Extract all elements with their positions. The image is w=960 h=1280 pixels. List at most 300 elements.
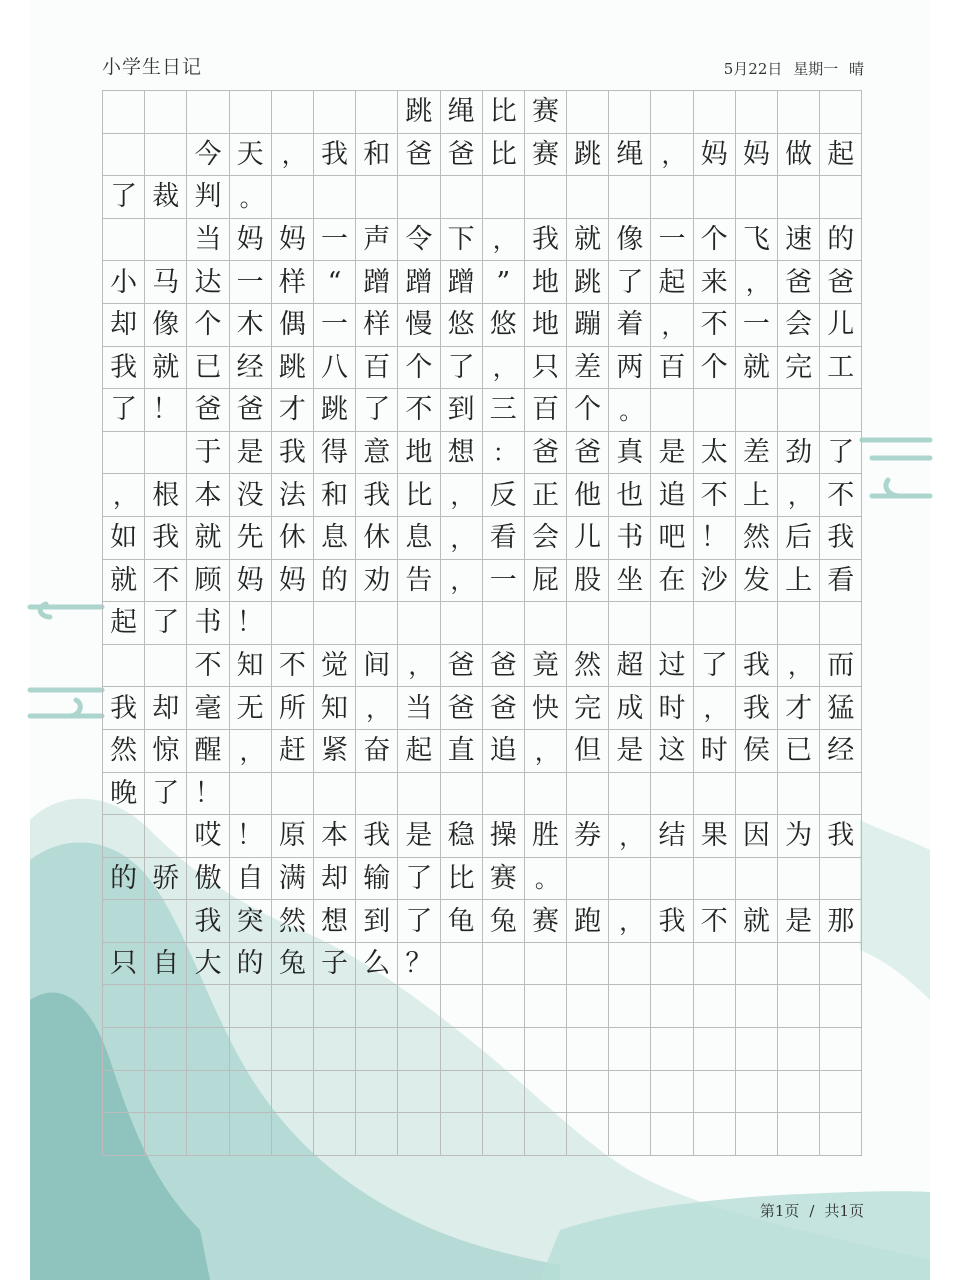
- diary-title: 小学生日记: [102, 56, 203, 78]
- grid-char: 操: [483, 815, 525, 858]
- grid-char: 先: [230, 517, 272, 560]
- grid-char: 一: [314, 304, 356, 347]
- grid-char: 爸: [441, 134, 483, 177]
- grid-char: 沙: [694, 560, 736, 603]
- grid-char: 妈: [694, 134, 736, 177]
- grid-cell: [145, 1071, 187, 1114]
- grid-char: 超: [609, 645, 651, 688]
- grid-cell: [145, 1113, 187, 1156]
- grid-char: 然: [736, 517, 778, 560]
- grid-cell: [314, 1071, 356, 1114]
- grid-char: 起: [820, 134, 862, 177]
- grid-char: 但: [567, 730, 609, 773]
- grid-char: 声: [356, 219, 398, 262]
- grid-char: 本: [187, 474, 229, 517]
- grid-cell: [272, 773, 314, 816]
- grid-char: ！: [187, 773, 229, 816]
- grid-char: 比: [483, 134, 525, 177]
- grid-char: 百: [651, 347, 693, 390]
- grid-cell: [651, 1113, 693, 1156]
- grid-char: 然: [272, 900, 314, 943]
- grid-char: 个: [694, 219, 736, 262]
- grid-char: 息: [398, 517, 440, 560]
- grid-char: 只: [103, 943, 145, 986]
- grid-char: 不: [398, 389, 440, 432]
- grid-char: 结: [651, 815, 693, 858]
- grid-cell: [230, 773, 272, 816]
- grid-cell: [230, 1071, 272, 1114]
- grid-cell: [483, 602, 525, 645]
- grid-char: 经: [230, 347, 272, 390]
- grid-char: ，: [525, 730, 567, 773]
- grid-char: 想: [314, 900, 356, 943]
- grid-char: 悠: [441, 304, 483, 347]
- grid-char: ，: [778, 645, 820, 688]
- grid-cell: [609, 858, 651, 901]
- grid-cell: [525, 176, 567, 219]
- grid-char: 紧: [314, 730, 356, 773]
- grid-cell: [356, 176, 398, 219]
- grid-cell: [651, 602, 693, 645]
- grid-char: 坐: [609, 560, 651, 603]
- grid-char: 意: [356, 432, 398, 475]
- grid-cell: [103, 432, 145, 475]
- grid-cell: [651, 985, 693, 1028]
- grid-char: 跑: [567, 900, 609, 943]
- grid-cell: [567, 1028, 609, 1071]
- grid-char: 也: [609, 474, 651, 517]
- grid-cell: [567, 1071, 609, 1114]
- grid-char: 追: [651, 474, 693, 517]
- grid-cell: [736, 773, 778, 816]
- grid-char: 爸: [230, 389, 272, 432]
- grid-char: ！: [145, 389, 187, 432]
- grid-char: 我: [103, 347, 145, 390]
- grid-cell: [525, 602, 567, 645]
- grid-cell: [145, 219, 187, 262]
- grid-cell: [103, 815, 145, 858]
- grid-char: 没: [230, 474, 272, 517]
- grid-cell: [778, 1071, 820, 1114]
- grid-char: 赛: [525, 91, 567, 134]
- grid-cell: [609, 773, 651, 816]
- grid-cell: [272, 1071, 314, 1114]
- grid-char: 看: [820, 560, 862, 603]
- grid-cell: [103, 91, 145, 134]
- grid-cell: [187, 985, 229, 1028]
- grid-cell: [483, 985, 525, 1028]
- grid-char: 会: [778, 304, 820, 347]
- grid-cell: [356, 773, 398, 816]
- grid-cell: [441, 602, 483, 645]
- grid-char: 觉: [314, 645, 356, 688]
- grid-char: 小: [103, 261, 145, 304]
- grid-char: ！: [694, 517, 736, 560]
- grid-char: 跳: [314, 389, 356, 432]
- grid-char: ，: [483, 219, 525, 262]
- grid-char: 竟: [525, 645, 567, 688]
- grid-char: 是: [651, 432, 693, 475]
- grid-char: 像: [609, 219, 651, 262]
- grid-cell: [778, 943, 820, 986]
- grid-char: 原: [272, 815, 314, 858]
- grid-char: 就: [567, 219, 609, 262]
- grid-char: ，: [272, 134, 314, 177]
- grid-char: 不: [820, 474, 862, 517]
- grid-cell: [398, 1071, 440, 1114]
- grid-char: 毫: [187, 687, 229, 730]
- grid-char: 为: [778, 815, 820, 858]
- grid-char: 地: [525, 261, 567, 304]
- grid-char: 不: [694, 474, 736, 517]
- grid-char: 了: [820, 432, 862, 475]
- grid-cell: [567, 858, 609, 901]
- grid-char: 不: [694, 900, 736, 943]
- grid-char: 到: [356, 900, 398, 943]
- grid-char: 判: [187, 176, 229, 219]
- grid-char: ！: [230, 815, 272, 858]
- grid-char: 赶: [272, 730, 314, 773]
- grid-char: ，: [103, 474, 145, 517]
- grid-cell: [441, 773, 483, 816]
- grid-char: 胜: [525, 815, 567, 858]
- grid-cell: [609, 1028, 651, 1071]
- grid-char: 才: [778, 687, 820, 730]
- grid-char: 裁: [145, 176, 187, 219]
- grid-cell: [651, 176, 693, 219]
- grid-cell: [778, 773, 820, 816]
- grid-char: 跳: [567, 134, 609, 177]
- grid-cell: [778, 91, 820, 134]
- grid-cell: [145, 432, 187, 475]
- grid-char: 了: [145, 773, 187, 816]
- grid-char: 太: [694, 432, 736, 475]
- grid-char: 就: [145, 347, 187, 390]
- grid-cell: [356, 985, 398, 1028]
- grid-cell: [272, 985, 314, 1028]
- grid-char: 了: [398, 900, 440, 943]
- grid-cell: [398, 1113, 440, 1156]
- grid-char: 妈: [272, 219, 314, 262]
- grid-char: 蹭: [398, 261, 440, 304]
- grid-char: 了: [398, 858, 440, 901]
- grid-char: 休: [272, 517, 314, 560]
- grid-char: 一: [651, 219, 693, 262]
- grid-char: 满: [272, 858, 314, 901]
- grid-cell: [483, 1113, 525, 1156]
- grid-char: 我: [145, 517, 187, 560]
- grid-cell: [820, 1071, 862, 1114]
- grid-cell: [820, 602, 862, 645]
- grid-char: 奋: [356, 730, 398, 773]
- grid-cell: [651, 943, 693, 986]
- grid-cell: [609, 602, 651, 645]
- grid-cell: [272, 1113, 314, 1156]
- grid-char: 爸: [525, 432, 567, 475]
- page-number: 第1页: [759, 1202, 800, 1220]
- grid-char: 慢: [398, 304, 440, 347]
- grid-char: 三: [483, 389, 525, 432]
- grid-cell: [820, 773, 862, 816]
- grid-char: 赛: [525, 900, 567, 943]
- grid-char: 那: [820, 900, 862, 943]
- grid-char: 于: [187, 432, 229, 475]
- grid-char: 法: [272, 474, 314, 517]
- grid-char: 屁: [525, 560, 567, 603]
- grid-char: 当: [187, 219, 229, 262]
- grid-cell: [778, 389, 820, 432]
- grid-cell: [820, 943, 862, 986]
- grid-char: 我: [651, 900, 693, 943]
- grid-cell: [356, 602, 398, 645]
- grid-char: 比: [483, 91, 525, 134]
- grid-char: 完: [778, 347, 820, 390]
- grid-char: 马: [145, 261, 187, 304]
- grid-char: 爸: [567, 432, 609, 475]
- grid-char: 着: [609, 304, 651, 347]
- grid-cell: [736, 602, 778, 645]
- grid-char: 就: [736, 347, 778, 390]
- grid-char: 已: [778, 730, 820, 773]
- grid-char: 得: [314, 432, 356, 475]
- grid-cell: [314, 1028, 356, 1071]
- grid-char: 到: [441, 389, 483, 432]
- grid-char: 书: [609, 517, 651, 560]
- grid-char: 做: [778, 134, 820, 177]
- grid-cell: [103, 1028, 145, 1071]
- grid-char: 爸: [483, 645, 525, 688]
- grid-char: ，: [483, 347, 525, 390]
- grid-char: “: [314, 261, 356, 304]
- grid-char: 股: [567, 560, 609, 603]
- grid-char: 我: [820, 517, 862, 560]
- grid-char: 今: [187, 134, 229, 177]
- grid-char: ，: [609, 900, 651, 943]
- grid-char: ？: [398, 943, 440, 986]
- grid-char: 蹦: [567, 304, 609, 347]
- grid-char: 的: [230, 943, 272, 986]
- grid-char: 和: [356, 134, 398, 177]
- grid-char: 我: [736, 645, 778, 688]
- grid-char: 两: [609, 347, 651, 390]
- grid-cell: [483, 1028, 525, 1071]
- grid-cell: [567, 1113, 609, 1156]
- grid-cell: [398, 1028, 440, 1071]
- grid-cell: [103, 900, 145, 943]
- grid-char: 而: [820, 645, 862, 688]
- grid-cell: [736, 1071, 778, 1114]
- grid-char: 不: [187, 645, 229, 688]
- grid-char: 却: [145, 687, 187, 730]
- grid-cell: [103, 134, 145, 177]
- grid-char: 个: [567, 389, 609, 432]
- grid-cell: [145, 645, 187, 688]
- grid-char: 。: [230, 176, 272, 219]
- grid-cell: [694, 773, 736, 816]
- grid-char: 我: [736, 687, 778, 730]
- grid-cell: [609, 91, 651, 134]
- grid-cell: [778, 1028, 820, 1071]
- grid-char: 完: [567, 687, 609, 730]
- grid-char: 如: [103, 517, 145, 560]
- grid-char: 成: [609, 687, 651, 730]
- grid-char: 。: [525, 858, 567, 901]
- grid-char: 哎: [187, 815, 229, 858]
- grid-char: 爸: [187, 389, 229, 432]
- grid-char: ，: [441, 517, 483, 560]
- grid-cell: [694, 91, 736, 134]
- grid-char: 券: [567, 815, 609, 858]
- grid-char: 蹭: [356, 261, 398, 304]
- grid-char: 爸: [398, 134, 440, 177]
- grid-cell: [272, 1028, 314, 1071]
- grid-cell: [651, 389, 693, 432]
- grid-char: 我: [820, 815, 862, 858]
- grid-cell: [441, 176, 483, 219]
- grid-char: 比: [441, 858, 483, 901]
- grid-cell: [820, 389, 862, 432]
- grid-char: 工: [820, 347, 862, 390]
- grid-char: 却: [103, 304, 145, 347]
- grid-cell: [272, 176, 314, 219]
- grid-char: 的: [103, 858, 145, 901]
- grid-cell: [103, 985, 145, 1028]
- grid-cell: [694, 858, 736, 901]
- grid-char: 妈: [272, 560, 314, 603]
- grid-char: 自: [145, 943, 187, 986]
- grid-char: 不: [694, 304, 736, 347]
- grid-cell: [441, 985, 483, 1028]
- grid-cell: [483, 773, 525, 816]
- grid-char: 上: [778, 560, 820, 603]
- grid-char: 样: [356, 304, 398, 347]
- grid-char: 输: [356, 858, 398, 901]
- grid-cell: [694, 1028, 736, 1071]
- grid-cell: [145, 91, 187, 134]
- grid-char: 然: [103, 730, 145, 773]
- grid-char: 百: [525, 389, 567, 432]
- grid-char: 样: [272, 261, 314, 304]
- grid-cell: [525, 1071, 567, 1114]
- grid-char: 直: [441, 730, 483, 773]
- grid-char: 妈: [230, 219, 272, 262]
- grid-char: 因: [736, 815, 778, 858]
- grid-cell: [187, 1028, 229, 1071]
- grid-cell: [356, 1113, 398, 1156]
- grid-cell: [736, 1028, 778, 1071]
- grid-cell: [441, 1113, 483, 1156]
- grid-char: 却: [314, 858, 356, 901]
- grid-char: 才: [272, 389, 314, 432]
- grid-char: ，: [230, 730, 272, 773]
- grid-cell: [356, 91, 398, 134]
- grid-char: 儿: [567, 517, 609, 560]
- grid-char: ，: [651, 134, 693, 177]
- grid-char: 劲: [778, 432, 820, 475]
- grid-cell: [398, 773, 440, 816]
- diary-date-line: [718, 58, 864, 79]
- grid-cell: [483, 943, 525, 986]
- grid-cell: [272, 602, 314, 645]
- grid-char: ，: [651, 304, 693, 347]
- grid-char: 绳: [441, 91, 483, 134]
- grid-char: 想: [441, 432, 483, 475]
- grid-char: 本: [314, 815, 356, 858]
- grid-char: 个: [187, 304, 229, 347]
- grid-char: 赛: [525, 134, 567, 177]
- grid-char: 时: [651, 687, 693, 730]
- grid-char: 这: [651, 730, 693, 773]
- grid-char: ”: [483, 261, 525, 304]
- grid-char: 天: [230, 134, 272, 177]
- grid-cell: [694, 1113, 736, 1156]
- grid-cell: [609, 943, 651, 986]
- grid-char: 时: [694, 730, 736, 773]
- grid-char: 起: [103, 602, 145, 645]
- grid-cell: [567, 773, 609, 816]
- grid-char: 爸: [441, 687, 483, 730]
- grid-char: 果: [694, 815, 736, 858]
- grid-cell: [651, 1028, 693, 1071]
- grid-char: 来: [694, 261, 736, 304]
- grid-char: 我: [103, 687, 145, 730]
- grid-char: 差: [567, 347, 609, 390]
- grid-cell: [778, 858, 820, 901]
- grid-cell: [103, 1071, 145, 1114]
- grid-cell: [609, 1071, 651, 1114]
- grid-cell: [441, 1028, 483, 1071]
- grid-char: 傲: [187, 858, 229, 901]
- grid-char: 上: [736, 474, 778, 517]
- grid-cell: [230, 1028, 272, 1071]
- grid-cell: [230, 1113, 272, 1156]
- grid-cell: [567, 985, 609, 1028]
- grid-char: 妈: [736, 134, 778, 177]
- page-separator: /: [809, 1202, 815, 1220]
- grid-cell: [736, 943, 778, 986]
- grid-char: 龟: [441, 900, 483, 943]
- grid-char: 就: [736, 900, 778, 943]
- grid-char: 么: [356, 943, 398, 986]
- grid-cell: [525, 985, 567, 1028]
- grid-cell: [651, 858, 693, 901]
- grid-char: 会: [525, 517, 567, 560]
- grid-char: 后: [778, 517, 820, 560]
- weekday-text: 星期一: [793, 60, 839, 78]
- grid-cell: [694, 389, 736, 432]
- grid-cell: [314, 773, 356, 816]
- grid-cell: [314, 176, 356, 219]
- grid-char: 赛: [483, 858, 525, 901]
- grid-cell: [567, 602, 609, 645]
- grid-cell: [820, 985, 862, 1028]
- grid-cell: [694, 943, 736, 986]
- grid-char: 是: [778, 900, 820, 943]
- grid-cell: [820, 176, 862, 219]
- grid-cell: [398, 602, 440, 645]
- grid-char: 我: [314, 134, 356, 177]
- grid-char: 书: [187, 602, 229, 645]
- grid-cell: [778, 1113, 820, 1156]
- grid-char: 侯: [736, 730, 778, 773]
- grid-char: 爸: [778, 261, 820, 304]
- page-total: 共1页: [824, 1202, 864, 1220]
- grid-char: 的: [820, 219, 862, 262]
- grid-char: 爸: [820, 261, 862, 304]
- grid-char: 像: [145, 304, 187, 347]
- grid-char: 知: [230, 645, 272, 688]
- grid-char: 是: [398, 815, 440, 858]
